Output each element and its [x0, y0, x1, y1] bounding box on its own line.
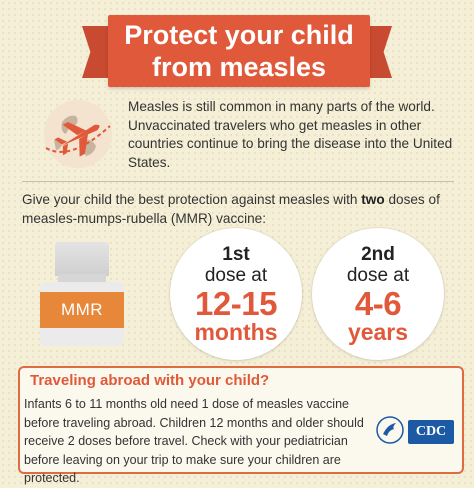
title-banner	[108, 15, 370, 87]
second-dose-unit: years	[347, 319, 409, 345]
vial-label: MMR	[40, 292, 124, 328]
second-dose-label: dose at	[346, 265, 410, 286]
vaccine-vial-icon	[55, 242, 109, 276]
first-dose-age: 12-15	[195, 285, 277, 322]
second-dose-circle	[312, 228, 444, 360]
title-line-1: Protect your child	[124, 20, 354, 50]
travel-paragraph: Infants 6 to 11 months old need 1 dose of measles vaccine before traveling abroad. Children 12 months and older should receive 2 doses before travel. Check with your pediatrician before leaving on your trip to make sure your children are protected.	[24, 397, 364, 485]
protection-emphasis: two	[361, 192, 385, 207]
cdc-logo: CDC	[408, 420, 454, 444]
title-line-2: from measles	[151, 52, 327, 82]
protection-text-before: Give your child the best protection against measles with	[22, 192, 358, 207]
second-dose-age: 4-6	[354, 285, 402, 322]
first-dose-ordinal: 1st	[222, 244, 250, 265]
first-dose-unit: months	[194, 319, 278, 345]
protection-paragraph	[22, 191, 462, 228]
intro-paragraph: Measles is still common in many parts of the world. Unvaccinated travelers who get measles in other countries continue to bring the disease into the United States.	[128, 99, 453, 170]
globe-airplane-icon	[40, 96, 116, 172]
protection-text-after: doses of measles-mumps-rubella (MMR) vaccine:	[22, 192, 440, 226]
travel-heading: Traveling abroad with your child?	[30, 372, 270, 389]
first-dose-label: dose at	[204, 265, 268, 286]
hhs-eagle-icon	[376, 416, 404, 444]
section-divider	[22, 181, 454, 182]
second-dose-ordinal: 2nd	[361, 244, 395, 265]
first-dose-circle	[170, 228, 302, 360]
